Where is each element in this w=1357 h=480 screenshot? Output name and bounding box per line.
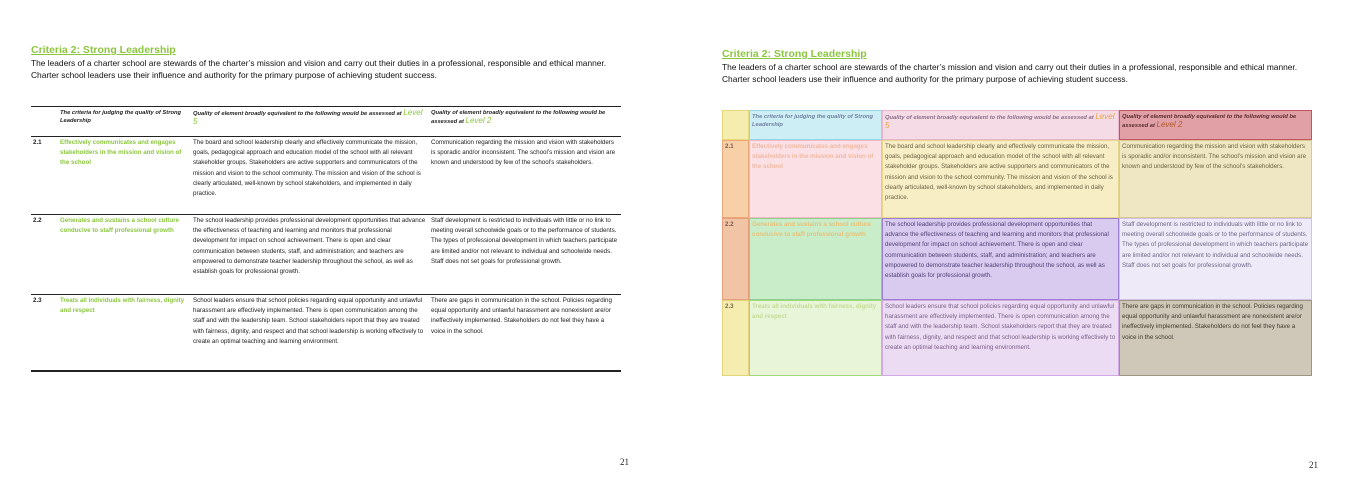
row-level2-text: Communication regarding the mission and vision with stakeholders is sporadic and/or inconsistent. The school’s mission and vision are known and understood by few of the school’s stakeholders. [1122, 143, 1307, 171]
row-number: 2.1 [33, 139, 42, 146]
header-level2-prefix: Quality of element broadly equivalent to the following would be assessed at [431, 110, 606, 125]
row-criterion: Treats all individuals with fairness, dignity and respect [752, 303, 877, 321]
header-level2 [1120, 110, 1310, 140]
row-criterion: Generates and sustains a school culture conducive to staff professional growth [752, 221, 871, 239]
header-level2-label: Level 2 [1156, 120, 1183, 129]
document-page-left [0, 0, 640, 480]
row-number: 2.2 [33, 217, 42, 224]
row-number: 2.3 [725, 303, 734, 310]
row-number: 2.2 [725, 221, 734, 228]
row-level2-text: There are gaps in communication in the school. Policies regarding equal opportunity and unlawful harassment are nonexistent are/or ineffectively implemented. Stakeholders do not feel they have a voice in the school. [431, 297, 612, 335]
page-number: 21 [1309, 460, 1318, 470]
header-level2-prefix: Quality of element broadly equivalent to the following would be assessed at [1122, 114, 1297, 129]
header-level5 [191, 106, 426, 136]
section-title: Criteria 2: Strong Leadership [722, 48, 867, 60]
row-criterion: Effectively communicates and engages stakeholders in the mission and vision of the school [752, 143, 874, 171]
row-number: 2.1 [725, 143, 734, 150]
row-level5-text: School leaders ensure that school policies regarding equal opportunity and unlawful harassment are effectively implemented. There is open communication among the staff and with the leadership team. School stakeholders report that they are treated with fairness, dignity, and respect and that school leadership is working effectively to create an optimal teaching and learning environment. [885, 303, 1116, 351]
row-level5-text: The school leadership provides professional development opportunities that advance the effectiveness of teaching and learning and monitors that professional development for impact on school achievement. There is open and clear communication between students, staff, and administration; and teachers are empowered to demonstrate teacher leadership throughout the school, as well as establish goals for professional growth. [193, 217, 426, 276]
header-level5-prefix: Quality of element broadly equivalent to the following would be assessed at [885, 115, 1094, 121]
region-number-header [722, 110, 749, 140]
table-rule [31, 370, 621, 372]
row-level2-text: Staff development is restricted to individuals with little or no link to meeting overall schoolwide goals or to the performance of students. The types of professional development in which teachers participate are limited and/or not relevant to individual and schoolwide needs. Staff does not set goals for professional growth. [1122, 221, 1309, 269]
row-criterion: Effectively communicates and engages stakeholders in the mission and vision of the school [60, 139, 182, 167]
row-criterion: Treats all individuals with fairness, dignity and respect [60, 297, 185, 315]
row-level5-text: School leaders ensure that school policies regarding equal opportunity and unlawful harassment are effectively implemented. There is open communication among the staff and with the leadership team. School stakeholders report that they are treated with fairness, dignity, and respect and that school leadership is working effectively to create an optimal teaching and learning environment. [193, 297, 424, 345]
row-level2-text: Communication regarding the mission and vision with stakeholders is sporadic and/or inconsistent. The school’s mission and vision are known and understood by few of the school’s stakeholders. [431, 139, 616, 167]
row-level5-text: The school leadership provides professional development opportunities that advance the effectiveness of teaching and learning and monitors that professional development for impact on school achievement. There is open and clear communication between students, staff, and administration; and teachers are empowered to demonstrate teacher leadership throughout the school, as well as establish goals for professional growth. [885, 221, 1109, 280]
row-level2-text: Staff development is restricted to individuals with little or no link to meeting overall schoolwide goals or to the performance of students. The types of professional development in which teachers participate are limited and/or not relevant to individual and schoolwide needs. Staff does not set goals for professional growth. [431, 217, 618, 265]
header-level5-label: Level 5 [885, 112, 1115, 130]
section-intro: The leaders of a charter school are stewards of the charter’s mission and vision and carry out their duties in a professional, responsible and ethical manner. Charter school leaders use their influence and authority for the primary purpose of achieving student success. [31, 58, 607, 80]
row-level5-text: The board and school leadership clearly and effectively communicate the mission, goals, pedagogical approach and education model of the school with all relevant stakeholder groups. Stakeholders are active supporters and communicators of the mission and vision to the school community. The mission and vision of the school is clearly articulated, well-known by school stakeholders, and implemented in daily practice. [885, 143, 1113, 202]
row-level2-text: There are gaps in communication in the school. Policies regarding equal opportunity and unlawful harassment are nonexistent are/or ineffectively implemented. Stakeholders do not feel they have a voice in the school. [1122, 303, 1303, 341]
header-level5-prefix: Quality of element broadly equivalent to the following would be assessed at [193, 111, 402, 117]
page-number: 21 [620, 457, 629, 467]
section-title: Criteria 2: Strong Leadership [31, 44, 176, 56]
header-level2 [429, 106, 621, 136]
row-level5-text: The board and school leadership clearly and effectively communicate the mission, goals, pedagogical approach and education model of the school with all relevant stakeholder groups. Stakeholders are active supporters and communicators of the mission and vision to the school community. The mission and vision of the school is clearly articulated, well-known by school stakeholders, and implemented in daily practice. [193, 139, 421, 198]
header-level2-label: Level 2 [465, 116, 492, 125]
section-intro: The leaders of a charter school are stewards of the charter’s mission and vision and carry out their duties in a professional, responsible and ethical manner. Charter school leaders use their influence and authority for the primary purpose of achieving student success. [722, 62, 1298, 84]
header-level5 [883, 110, 1117, 140]
header-criteria: The criteria for judging the quality of Strong Leadership [752, 114, 874, 128]
header-criteria: The criteria for judging the quality of Strong Leadership [60, 110, 182, 124]
document-page-right [691, 0, 1331, 480]
header-level5-label: Level 5 [193, 108, 423, 126]
row-criterion: Generates and sustains a school culture conducive to staff professional growth [60, 217, 179, 235]
row-number: 2.3 [33, 297, 42, 304]
